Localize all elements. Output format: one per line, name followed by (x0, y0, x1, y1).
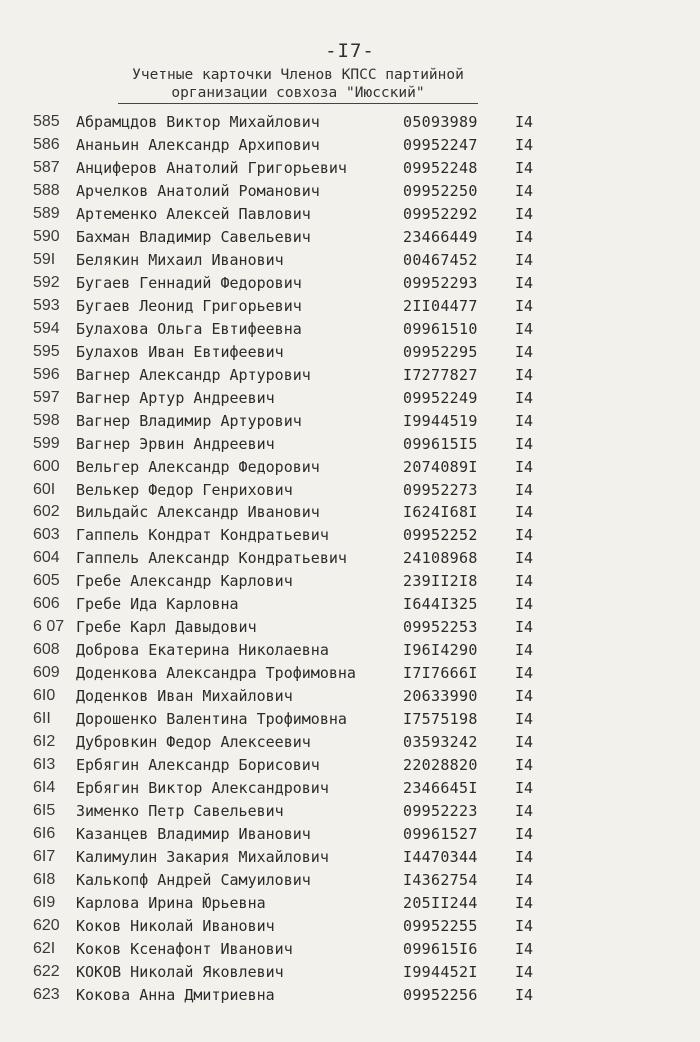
row-number: 6 07 (33, 618, 65, 636)
list-item (0, 846, 700, 869)
member-name: Вагнер Александр Артурович (76, 365, 311, 384)
member-name: Коков Николай Иванович (76, 916, 275, 935)
group-code: I4 (515, 342, 534, 361)
list-item (0, 961, 700, 984)
list-item (0, 387, 700, 410)
list-item (0, 341, 700, 364)
card-number: I7277827 (403, 365, 478, 384)
member-name: Бахман Владимир Савельевич (76, 227, 311, 246)
member-name: Кокова Анна Дмитриевна (76, 985, 275, 1004)
card-number: I624I68I (403, 503, 478, 522)
group-code: I4 (515, 802, 534, 821)
member-name: Вагнер Эрвин Андреевич (76, 434, 275, 453)
member-name: Анциферов Анатолий Григорьевич (76, 158, 347, 177)
card-number: 09952250 (403, 181, 478, 200)
group-code: I4 (515, 939, 534, 958)
group-code: I4 (515, 870, 534, 889)
member-name: Арчелков Анатолий Романович (76, 181, 320, 200)
list-item (0, 456, 700, 479)
list-item (0, 479, 700, 502)
group-code: I4 (515, 181, 534, 200)
card-number: I994452I (403, 962, 478, 981)
row-number: 592 (33, 273, 60, 291)
row-number: 602 (33, 503, 60, 521)
group-code: I4 (515, 572, 534, 591)
row-number: 608 (33, 641, 60, 659)
group-code: I4 (515, 227, 534, 246)
row-number: 606 (33, 595, 60, 613)
list-item (0, 892, 700, 915)
row-number: 6I0 (33, 687, 56, 705)
list-item (0, 226, 700, 249)
list-item (0, 593, 700, 616)
group-code: I4 (515, 985, 534, 1004)
group-code: I4 (515, 687, 534, 706)
row-number: 595 (33, 342, 60, 360)
member-name: Вильдайс Александр Иванович (76, 503, 320, 522)
group-code: I4 (515, 916, 534, 935)
list-header (118, 66, 478, 104)
member-name: Вельгер Александр Федорович (76, 457, 320, 476)
group-code: I4 (515, 893, 534, 912)
member-name: Доденков Иван Михайлович (76, 687, 293, 706)
member-name: Коков Ксенафонт Иванович (76, 939, 293, 958)
list-item (0, 616, 700, 639)
card-number: 09952252 (403, 526, 478, 545)
group-code: I4 (515, 296, 534, 315)
card-number: 239II2I8 (403, 572, 478, 591)
list-item (0, 272, 700, 295)
member-name: Зименко Петр Савельевич (76, 802, 284, 821)
member-name: Гребе Александр Карлович (76, 572, 293, 591)
list-item (0, 570, 700, 593)
list-item (0, 938, 700, 961)
row-number: 623 (33, 985, 60, 1003)
group-code: I4 (515, 848, 534, 866)
list-item (0, 662, 700, 685)
row-number: 622 (33, 962, 60, 980)
card-number: 2346645I (403, 779, 478, 798)
group-code: I4 (515, 962, 534, 981)
member-name: Абрамцдов Виктор Михайлович (76, 113, 320, 131)
card-number: 05093989 (403, 113, 478, 131)
group-code: I4 (515, 595, 534, 614)
card-number: 22028820 (403, 756, 478, 775)
group-code: I4 (515, 526, 534, 545)
row-number: 62I (33, 939, 56, 957)
group-code: I4 (515, 388, 534, 407)
row-number: 6I6 (33, 825, 56, 843)
row-number: 609 (33, 664, 60, 682)
group-code: I4 (515, 457, 534, 476)
group-code: I4 (515, 549, 534, 568)
card-number: 24108968 (403, 549, 478, 568)
row-number: 6I3 (33, 756, 56, 774)
group-code: I4 (515, 158, 534, 177)
row-number: 6I8 (33, 870, 56, 888)
member-name: Карлова Ирина Юрьевна (76, 893, 266, 912)
list-item (0, 731, 700, 754)
row-number: 594 (33, 319, 60, 337)
row-number: 59I (33, 250, 56, 268)
list-item (0, 800, 700, 823)
card-number: 03593242 (403, 733, 478, 752)
row-number: 590 (33, 227, 60, 245)
group-code: I4 (515, 319, 534, 338)
page-number: -I7- (325, 40, 375, 62)
row-number: 604 (33, 549, 60, 567)
list-item (0, 318, 700, 341)
card-number: I7I7666I (403, 664, 478, 683)
list-item (0, 111, 700, 134)
list-item (0, 134, 700, 157)
card-number: 09952223 (403, 802, 478, 821)
list-item (0, 410, 700, 433)
list-item (0, 984, 700, 1007)
member-name: Калимулин Закария Михайлович (76, 848, 329, 866)
group-code: I4 (515, 250, 534, 269)
member-name: Гребе Карл Давыдович (76, 618, 257, 637)
member-name: Дорошенко Валентина Трофимовна (76, 710, 347, 729)
card-number: 09952247 (403, 135, 478, 154)
row-number: 585 (33, 113, 60, 130)
list-item (0, 501, 700, 524)
member-name: Ербягин Александр Борисович (76, 756, 320, 775)
member-name: Ананьин Александр Архипович (76, 135, 320, 154)
row-number: 597 (33, 388, 60, 406)
row-number: 6I7 (33, 848, 56, 865)
member-name: Белякин Михаил Иванович (76, 250, 284, 269)
card-number: I96I4290 (403, 641, 478, 660)
member-list (0, 111, 700, 1007)
group-code: I4 (515, 204, 534, 223)
card-number: 099615I5 (403, 434, 478, 453)
card-number: I4362754 (403, 870, 478, 889)
list-item (0, 915, 700, 938)
card-number: 2074089I (403, 457, 478, 476)
member-name: Гребе Ида Карловна (76, 595, 239, 614)
row-number: 6I9 (33, 893, 56, 911)
row-number: 6II (33, 710, 51, 728)
list-item (0, 157, 700, 180)
list-item (0, 754, 700, 777)
card-number: 2II04477 (403, 296, 478, 315)
member-name: Вагнер Артур Андреевич (76, 388, 275, 407)
row-number: 589 (33, 204, 60, 222)
card-number: 09952253 (403, 618, 478, 637)
member-name: Дубровкин Федор Алексеевич (76, 733, 311, 752)
group-code: I4 (515, 733, 534, 752)
header-line-2: организации совхоза "Июсский" (118, 84, 478, 104)
list-item (0, 547, 700, 570)
group-code: I4 (515, 411, 534, 430)
card-number: I7575198 (403, 710, 478, 729)
list-item (0, 180, 700, 203)
card-number: 205II244 (403, 893, 478, 912)
group-code: I4 (515, 825, 534, 844)
list-item (0, 203, 700, 226)
member-name: Бугаев Геннадий Федорович (76, 273, 302, 292)
row-number: 596 (33, 365, 60, 383)
row-number: 599 (33, 434, 60, 452)
row-number: 587 (33, 158, 60, 176)
card-number: I644I325 (403, 595, 478, 614)
list-item (0, 823, 700, 846)
member-name: Вагнер Владимир Артурович (76, 411, 302, 430)
member-name: Доденкова Александра Трофимовна (76, 664, 356, 683)
card-number: 09952293 (403, 273, 478, 292)
list-item (0, 524, 700, 547)
header-line-1: Учетные карточки Членов КПСС партийной (132, 67, 464, 83)
member-name: Гаппель Александр Кондратьевич (76, 549, 347, 568)
card-number: 09961527 (403, 825, 478, 844)
row-number: 603 (33, 526, 60, 544)
list-item (0, 869, 700, 892)
member-name: Бугаев Леонид Григорьевич (76, 296, 302, 315)
card-number: 09952295 (403, 342, 478, 361)
group-code: I4 (515, 664, 534, 683)
member-name: Гаппель Кондрат Кондратьевич (76, 526, 329, 545)
card-number: 23466449 (403, 227, 478, 246)
card-number: I9944519 (403, 411, 478, 430)
list-item (0, 708, 700, 731)
group-code: I4 (515, 365, 534, 384)
member-name: Доброва Екатерина Николаевна (76, 641, 329, 660)
group-code: I4 (515, 113, 534, 131)
card-number: 09952255 (403, 916, 478, 935)
card-number: I4470344 (403, 848, 478, 866)
group-code: I4 (515, 710, 534, 729)
group-code: I4 (515, 779, 534, 798)
group-code: I4 (515, 480, 534, 499)
row-number: 588 (33, 181, 60, 199)
group-code: I4 (515, 503, 534, 522)
list-item (0, 433, 700, 456)
row-number: 600 (33, 457, 60, 475)
card-number: 09952292 (403, 204, 478, 223)
group-code: I4 (515, 273, 534, 292)
card-number: 09961510 (403, 319, 478, 338)
row-number: 6I4 (33, 779, 56, 797)
row-number: 586 (33, 135, 60, 153)
group-code: I4 (515, 434, 534, 453)
row-number: 593 (33, 296, 60, 314)
member-name: Артеменко Алексей Павлович (76, 204, 311, 223)
row-number: 598 (33, 411, 60, 429)
card-number: 09952273 (403, 480, 478, 499)
member-name: Казанцев Владимир Иванович (76, 825, 311, 844)
group-code: I4 (515, 641, 534, 660)
group-code: I4 (515, 756, 534, 775)
member-name: КОКОВ Николай Яковлевич (76, 962, 284, 981)
card-number: 20633990 (403, 687, 478, 706)
card-number: 09952248 (403, 158, 478, 177)
member-name: Велькер Федор Генрихович (76, 480, 293, 499)
card-number: 00467452 (403, 250, 478, 269)
list-item (0, 364, 700, 387)
row-number: 6I2 (33, 733, 56, 751)
member-name: Булахова Ольга Евтифеевна (76, 319, 302, 338)
row-number: 605 (33, 572, 60, 590)
list-item (0, 639, 700, 662)
group-code: I4 (515, 618, 534, 637)
list-item (0, 249, 700, 272)
row-number: 60I (33, 480, 56, 498)
row-number: 620 (33, 916, 60, 934)
card-number: 099615I6 (403, 939, 478, 958)
member-name: Ербягин Виктор Александрович (76, 779, 329, 798)
card-number: 09952256 (403, 985, 478, 1004)
member-name: Калькопф Андрей Самуилович (76, 870, 311, 889)
member-name: Булахов Иван Евтифеевич (76, 342, 284, 361)
card-number: 09952249 (403, 388, 478, 407)
list-item (0, 685, 700, 708)
list-item (0, 777, 700, 800)
list-item (0, 295, 700, 318)
group-code: I4 (515, 135, 534, 154)
row-number: 6I5 (33, 802, 56, 820)
